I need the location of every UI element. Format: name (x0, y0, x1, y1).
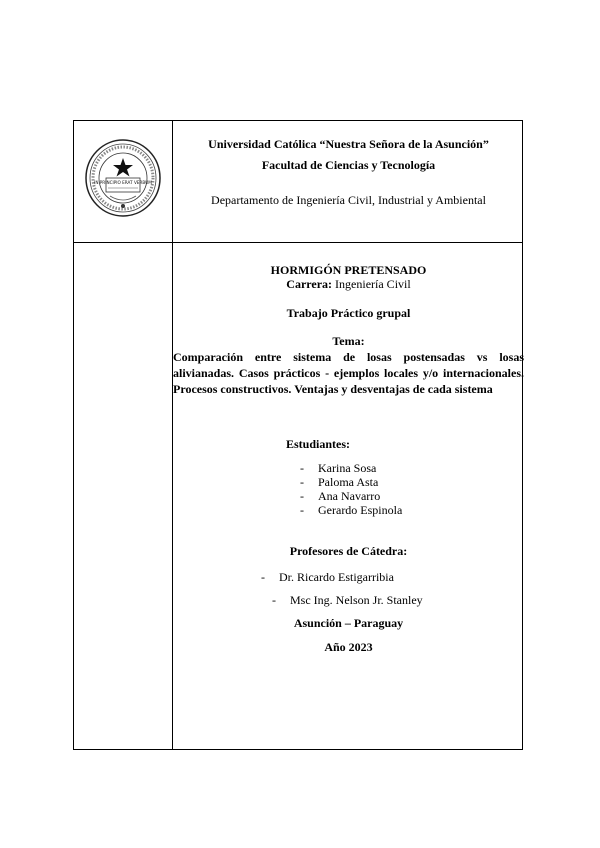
work-type: Trabajo Práctico grupal (286, 306, 411, 320)
cover-table (73, 120, 523, 750)
year: Año 2023 (324, 640, 373, 654)
topic-line-1: Comparación entre sistema de losas postensadas vs losas (173, 350, 524, 364)
header-cell (173, 121, 524, 242)
professor-name: Msc Ing. Nelson Jr. Stanley (290, 593, 423, 607)
topic-line-2: alivianadas. Casos prácticos - ejemplos locales y/o internacionales. (173, 366, 524, 380)
student-item: - Karina Sosa (300, 461, 377, 475)
student-name: Karina Sosa (318, 461, 377, 475)
topic-text (173, 349, 524, 397)
professor-name: Dr. Ricardo Estigarribia (279, 570, 394, 584)
department-name: Departamento de Ingeniería Civil, Industrial y Ambiental (211, 193, 486, 207)
student-item: - Ana Navarro (300, 489, 381, 503)
career-value: Ingeniería Civil (335, 277, 411, 291)
faculty-name: Facultad de Ciencias y Tecnología (261, 158, 436, 172)
topic-label: Tema: (332, 334, 365, 348)
content-cell (173, 243, 524, 750)
career-label: Carrera: (286, 277, 333, 291)
professors-label: Profesores de Cátedra: (289, 544, 408, 558)
student-name: Paloma Asta (318, 475, 379, 489)
student-item: - Paloma Asta (300, 475, 379, 489)
university-name: Universidad Católica “Nuestra Señora de la Asunción” (208, 137, 489, 151)
professor-item: - Dr. Ricardo Estigarribia (261, 570, 394, 584)
topic-line-3: Procesos constructivos. Ventajas y desventajas de cada sistema (173, 382, 493, 396)
student-item: - Gerardo Espinola (300, 503, 403, 517)
location: Asunción – Paraguay (293, 616, 404, 630)
career-line (173, 277, 524, 292)
student-name: Gerardo Espinola (318, 503, 403, 517)
course-title: HORMIGÓN PRETENSADO (270, 263, 427, 277)
seal-motto: IN PRINCIPIO ERAT VERBUM (94, 180, 152, 185)
student-name: Ana Navarro (318, 489, 381, 503)
university-seal-icon (84, 138, 162, 218)
professor-item: - Msc Ing. Nelson Jr. Stanley (272, 593, 423, 607)
students-label: Estudiantes: (286, 437, 351, 451)
